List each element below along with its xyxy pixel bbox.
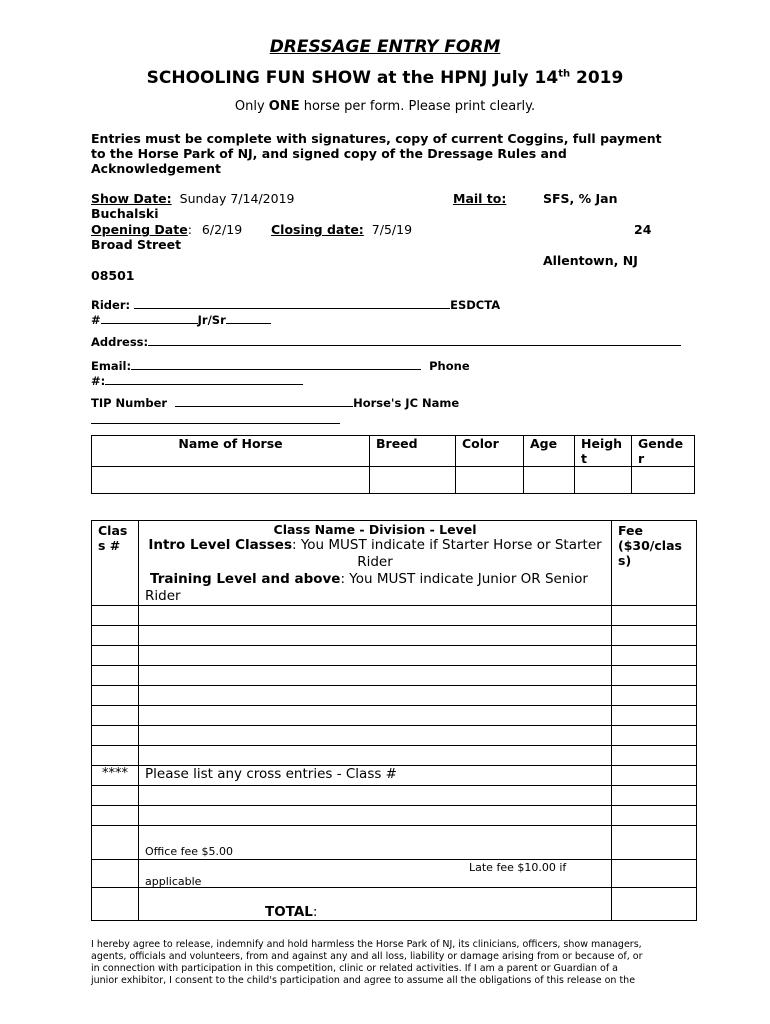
class-name-cell[interactable] [139, 806, 612, 826]
class-number-cell[interactable] [92, 646, 139, 666]
total-label: TOTAL [265, 904, 313, 920]
class-number-cell[interactable] [92, 666, 139, 686]
release-line3: in connection with participation in this competition, clinic or related activities. If I am a parent or Guardian of a [91, 963, 618, 974]
class-fee-cell[interactable] [612, 746, 697, 766]
show-subtitle [0, 68, 770, 88]
total-fee-cell[interactable] [612, 888, 697, 921]
horse-table-header-row [92, 436, 695, 467]
class-table [91, 520, 697, 921]
total-number-cell [92, 888, 139, 921]
rider-input[interactable] [134, 298, 450, 309]
class-name-cell[interactable] [139, 606, 612, 626]
tip-line [91, 396, 459, 410]
horse-gender-cell[interactable] [632, 467, 695, 494]
late-fee-text: Late fee $10.00 if [469, 861, 567, 874]
class-name-cell[interactable] [139, 726, 612, 746]
esdcta-line [91, 313, 271, 327]
horse-table-row [92, 467, 695, 494]
one-horse-note [0, 99, 770, 114]
class-table-header-row [92, 521, 697, 606]
hash-label: # [91, 313, 101, 327]
jrsr-label: Jr/Sr [197, 313, 226, 327]
closing-date [271, 222, 412, 237]
phone-line [91, 374, 303, 388]
office-fee-number-cell [92, 826, 139, 860]
entries-notice-line2: to the Horse Park of NJ, and signed copy of the Dressage Rules and [91, 146, 567, 161]
class-row [92, 626, 697, 646]
horse-age-cell[interactable] [524, 467, 575, 494]
esdcta-number-input[interactable] [101, 313, 198, 324]
subtitle-sup: th [558, 68, 571, 80]
class-number-header: Clas s # [92, 521, 139, 606]
header-color: Color [456, 436, 524, 467]
class-number-cell[interactable] [92, 706, 139, 726]
late-fee-number-cell [92, 860, 139, 888]
city: Allentown, NJ [543, 253, 638, 268]
phone-label: Phone [429, 359, 470, 373]
email-label: Email: [91, 359, 132, 373]
tip-input[interactable] [175, 396, 353, 407]
class-fee-cell[interactable] [612, 626, 697, 646]
release-line1: I hereby agree to release, indemnify and hold harmless the Horse Park of NJ, its clinicians, officers, show managers, [91, 939, 642, 950]
class-name-cell[interactable] [139, 746, 612, 766]
class-number-cell[interactable] [92, 726, 139, 746]
intro-level-note [145, 537, 605, 571]
entries-notice-line3: Acknowledgement [91, 161, 221, 176]
class-name-title: Class Name - Division - Level [273, 522, 477, 537]
rider-line [91, 298, 500, 312]
header-height: Heigh t [575, 436, 632, 467]
show-date-value: Sunday 7/14/2019 [179, 191, 295, 206]
class-number-cell[interactable] [92, 606, 139, 626]
cross-entries-row [92, 766, 697, 786]
mail-to-label: Mail to: [453, 191, 507, 206]
entries-notice-line1: Entries must be complete with signatures, copy of current Coggins, full payment [91, 131, 662, 146]
class-row [92, 646, 697, 666]
class-name-cell[interactable] [139, 686, 612, 706]
class-row [92, 606, 697, 626]
cross-entries-fee-cell[interactable] [612, 766, 697, 786]
class-row [92, 806, 697, 826]
class-fee-cell[interactable] [612, 726, 697, 746]
class-name-cell[interactable] [139, 646, 612, 666]
jrsr-input[interactable] [226, 313, 271, 324]
subtitle-main: SCHOOLING FUN SHOW at the HPNJ July 14 [146, 68, 559, 88]
class-number-cell[interactable] [92, 686, 139, 706]
class-row [92, 686, 697, 706]
class-number-cell[interactable] [92, 626, 139, 646]
show-date-label: Show Date: [91, 191, 172, 206]
class-fee-cell[interactable] [612, 666, 697, 686]
cross-entries-stars: **** [92, 766, 139, 786]
address-label: Address: [91, 335, 149, 349]
class-row [92, 746, 697, 766]
class-row [92, 786, 697, 806]
horse-jc-input[interactable] [91, 423, 340, 424]
office-fee-label: Office fee $5.00 [139, 826, 612, 860]
mail-to-name1: SFS, % Jan [543, 191, 618, 206]
office-fee-cell[interactable] [612, 826, 697, 860]
class-fee-cell[interactable] [612, 706, 697, 726]
address-line [91, 335, 681, 349]
class-row [92, 726, 697, 746]
phone-hash: #: [91, 374, 106, 388]
horse-color-cell[interactable] [456, 467, 524, 494]
total-label-cell [139, 888, 612, 921]
horse-jc-label: Horse's JC Name [353, 396, 460, 410]
class-name-cell[interactable] [139, 786, 612, 806]
class-number-cell[interactable] [92, 806, 139, 826]
cross-entries-label[interactable]: Please list any cross entries - Class # [139, 766, 612, 786]
form-title: DRESSAGE ENTRY FORM [269, 37, 501, 57]
zip: 08501 [91, 268, 135, 283]
office-fee-row [92, 826, 697, 860]
email-line [91, 359, 470, 373]
intro-level-bold: Intro Level Classes [148, 537, 292, 553]
esdcta-label: ESDCTA [450, 298, 501, 312]
header-breed: Breed [370, 436, 456, 467]
header-name-of-horse: Name of Horse [92, 436, 370, 467]
class-fee-cell[interactable] [612, 646, 697, 666]
class-row [92, 666, 697, 686]
only-post: horse per form. Please print clearly. [303, 99, 536, 114]
late-fee-label [139, 860, 612, 888]
intro-level-rest: : You MUST indicate if Starter Horse or Starter Rider [291, 537, 602, 570]
only-pre: Only [234, 99, 265, 114]
horse-height-cell[interactable] [575, 467, 632, 494]
class-name-header [139, 521, 612, 606]
opening-date [91, 222, 242, 237]
opening-date-label: Opening Date [91, 222, 188, 237]
class-number-cell[interactable] [92, 786, 139, 806]
release-line2: agents, officials and volunteers, from and against any and all loss, liability or damage arising from or because of, or [91, 951, 643, 962]
late-fee-applicable: applicable [145, 875, 202, 888]
opening-date-value: 6/2/19 [201, 222, 243, 237]
closing-date-value: 7/5/19 [371, 222, 413, 237]
horse-breed-cell[interactable] [370, 467, 456, 494]
phone-input[interactable] [105, 374, 303, 385]
mail-to-name2: Buchalski [91, 206, 159, 221]
total-row [92, 888, 697, 921]
only-bold: ONE [268, 99, 300, 114]
street-name: Broad Street [91, 237, 182, 252]
horse-table [91, 435, 695, 494]
class-name-cell[interactable] [139, 666, 612, 686]
training-level-rest: : You MUST indicate Junior OR Senior Rider [145, 571, 588, 604]
closing-date-label: Closing date: [271, 222, 364, 237]
late-fee-cell[interactable] [612, 860, 697, 888]
release-line4: junior exhibitor, I consent to the child's participation and agree to assume all the obligations of this release on the [91, 975, 636, 986]
class-fee-cell[interactable] [612, 786, 697, 806]
rider-label: Rider: [91, 298, 131, 312]
training-level-note [145, 571, 605, 605]
opening-date-colon: : [187, 222, 192, 237]
address-input[interactable] [148, 335, 681, 346]
horse-name-cell[interactable] [92, 467, 370, 494]
class-fee-cell[interactable] [612, 606, 697, 626]
header-gender: Gende r [632, 436, 695, 467]
late-fee-row [92, 860, 697, 888]
training-level-bold: Training Level and above [150, 571, 341, 587]
total-colon: : [312, 904, 318, 920]
fee-header: Fee ($30/clas s) [612, 521, 697, 606]
class-name-cell[interactable] [139, 706, 612, 726]
class-name-cell[interactable] [139, 626, 612, 646]
email-input[interactable] [131, 359, 421, 370]
class-row [92, 706, 697, 726]
class-fee-cell[interactable] [612, 686, 697, 706]
class-fee-cell[interactable] [612, 806, 697, 826]
header-age: Age [524, 436, 575, 467]
subtitle-year: 2019 [576, 68, 624, 88]
tip-label: TIP Number [91, 396, 168, 410]
show-date [91, 191, 294, 206]
class-number-cell[interactable] [92, 746, 139, 766]
street-number: 24 [634, 222, 652, 237]
